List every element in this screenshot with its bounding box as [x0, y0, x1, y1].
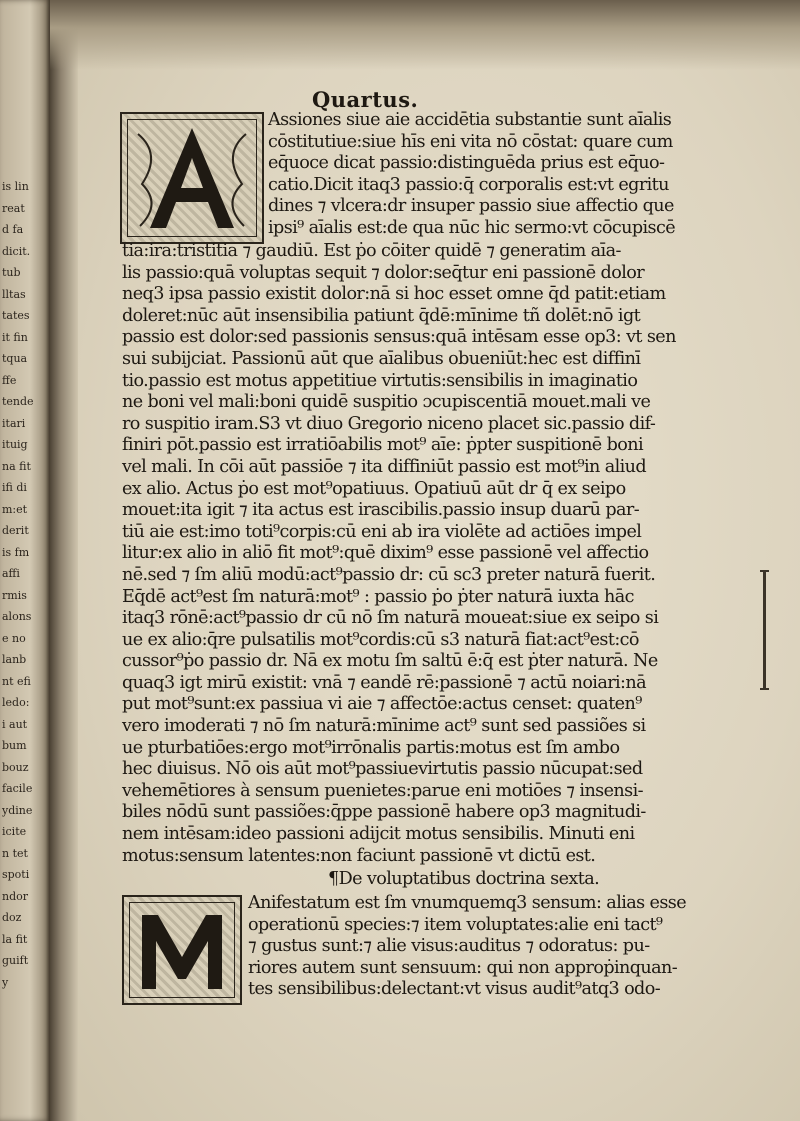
- text-line: eq̄uoce dicat passio:distinguēda prius est eq̄uo-: [268, 153, 665, 174]
- text-line: vel mali. In cōi aūt passiōe ⁊ ita diffiniūt passio est mot⁹in aliud: [122, 456, 647, 477]
- text-line: riores autem sunt sensuum: qui non approṗinquan-: [248, 957, 678, 978]
- text-line: tio.passio est motus appetitiue virtutis:sensibilis in imaginatio: [122, 370, 638, 391]
- text-line: ne boni vel mali:boni quidē suspitio ɔcupiscentiā mouet.mali ve: [122, 392, 651, 413]
- text-line: hec diuisus. Nō ois aūt mot⁹passiuevirtutis passio nūcupat:sed: [122, 759, 643, 780]
- text-line: put mot⁹sunt:ex passiua vi aie ⁊ affectōe:actus censet: quaten⁹: [122, 694, 642, 715]
- facing-page-fragment: tub: [2, 266, 21, 279]
- text-line: vehemētiores à sensum puenietes:parue eni motiōes ⁊ insensi-: [122, 780, 643, 801]
- facing-page-fragment: ydine: [2, 803, 33, 817]
- facing-page-fragment: ffe: [2, 373, 17, 387]
- facing-page-fragment: icite: [2, 825, 27, 838]
- facing-page-fragment: tende: [2, 395, 34, 408]
- text-line: cussor⁹ṗo passio dr. Nā ex motu ſm saltū ē:q̄ est ṗter naturā. Ne: [122, 651, 658, 672]
- facing-page-fragment: d fa: [2, 223, 24, 236]
- text-line: ue ex alio:q̄re pulsatilis mot⁹cordis:cū s3 naturā fiat:act⁹est:cō: [122, 629, 639, 650]
- text-line: finiri pōt.passio est irratiōabilis mot⁹ aīe: ṗpter suspitionē boni: [122, 435, 644, 456]
- page-heading: Quartus.: [312, 87, 419, 112]
- margin-bracket-bottom: [760, 688, 769, 690]
- facing-page-fragment: y: [2, 975, 9, 989]
- facing-page-fragment: rmis: [2, 588, 27, 602]
- initial-letter-a-icon: [122, 114, 262, 242]
- facing-page-fragment: dicit.: [2, 244, 31, 258]
- facing-page-fragment: derit: [2, 524, 29, 537]
- text-line: tes sensibilibus:delectant:vt visus audit⁹atq3 odo-: [248, 979, 661, 1000]
- text-line: ex alio. Actus ṗo est mot⁹opatiuus. Opatiuū aūt dr q̄ ex seipo: [122, 478, 626, 499]
- text-line: lis passio:quā voluptas sequit ⁊ dolor:seq̄tur eni passionē dolor: [122, 262, 645, 283]
- facing-page-fragment: doz: [2, 911, 22, 924]
- facing-page-fragment: i aut: [2, 717, 28, 731]
- decorated-initial-a: [120, 112, 264, 244]
- text-line: tia:ira:tristitia ⁊ gaudiū. Est ṗo cōiter quidē ⁊ generatim aīa-: [122, 241, 621, 261]
- text-line: ipsi⁹ aīalis est:de qua nūc hic sermo:vt cōcupiscē: [268, 217, 676, 238]
- text-line: Anifestatum est ſm vnumquemq3 sensum: alias esse: [248, 893, 687, 913]
- text-line: catio.Dicit itaq3 passio:q̄ corporalis est:vt egritu: [268, 174, 669, 195]
- facing-page-fragment: ituig: [2, 438, 28, 451]
- text-line: vero imoderati ⁊ nō ſm naturā:mīnime act⁹ sunt sed passiões si: [122, 716, 646, 737]
- facing-page-fragment: tates: [2, 309, 30, 322]
- top-edge-shadow: [50, 0, 800, 70]
- facing-page-fragment: spoti: [2, 868, 30, 881]
- text-line: quaq3 igt mirū existit: vnā ⁊ eandē rē:passionē ⁊ actū noiari:nā: [122, 672, 647, 693]
- text-line: Assiones siue aie accidētia substantie sunt aīalis: [268, 110, 672, 130]
- facing-page-fragment: is lin: [2, 180, 29, 193]
- text-line: dines ⁊ vlcera:dr insuper passio siue affectio que: [268, 196, 674, 217]
- first-paragraph-body: [122, 241, 676, 867]
- text-line: itaq3 rōnē:act⁹passio dr cū nō ſm naturā moueat:siue ex seipo si: [122, 608, 659, 629]
- subheading-text: De voluptatibus doctrina sexta.: [338, 869, 600, 889]
- facing-page-fragment: lltas: [2, 287, 26, 301]
- facing-page-fragment: ifi di: [2, 481, 27, 494]
- text-line: Eq̄dē act⁹est ſm naturā:mot⁹ : passio ṗo ṗter naturā iuxta hāc: [122, 586, 634, 607]
- facing-page-fragment: affi: [2, 567, 20, 580]
- facing-page-fragment: tqua: [2, 352, 28, 365]
- book-gutter: [50, 0, 78, 1121]
- facing-page-fragment: e no: [2, 631, 26, 645]
- text-line: passio est dolor:sed passionis sensus:quā intēsam esse op3: vt sen: [122, 327, 676, 348]
- facing-page-fragment: ndor: [2, 889, 29, 903]
- facing-page-fragment: bum: [2, 739, 27, 752]
- facing-page-fragment: guift: [2, 954, 29, 967]
- facing-page-fragment: m:et: [2, 502, 28, 516]
- facing-page-fragment: itari: [2, 416, 26, 430]
- text-line: nē.sed ⁊ ſm aliū modū:act⁹passio dr: cū sc3 preter naturā fuerit.: [122, 564, 656, 585]
- facing-page-fragment: nt efi: [2, 674, 31, 688]
- text-line: nem intēsam:ideo passioni adijcit motus sensibilis. Minuti eni: [122, 824, 635, 845]
- text-line: mouet:ita igit ⁊ ita actus est irascibilis.passio insup duarū par-: [122, 500, 640, 521]
- section-subheading: [328, 869, 599, 889]
- facing-page-fragment: n tet: [2, 846, 28, 860]
- facing-page-fragment: facile: [2, 782, 33, 795]
- text-line: operationū species:⁊ item voluptates:alie eni tact⁹: [248, 914, 663, 935]
- facing-page-fragment: ledo:: [2, 696, 30, 709]
- facing-page-fragment: reat: [2, 201, 25, 215]
- facing-page-edge: [0, 0, 50, 1121]
- paragraph-mark-icon: ¶: [328, 869, 339, 889]
- initial-letter-m-icon: [124, 897, 240, 1003]
- text-line: litur:ex alio in aliō fit mot⁹:quē dixim⁹ esse passionē vel affectio: [122, 543, 649, 564]
- text-line: biles nōdū sunt passiões:q̄ppe passionē habere op3 magnitudi-: [122, 802, 646, 823]
- facing-page-fragment: na fit: [2, 459, 31, 473]
- text-line: ro suspitio iram.S3 vt diuo Gregorio niceno placet sic.passio dif-: [122, 413, 656, 434]
- first-paragraph-indented: [268, 110, 675, 240]
- decorated-initial-m: [122, 895, 242, 1005]
- facing-page-fragment: alons: [2, 610, 32, 623]
- text-line: sui subijciat. Passionū aūt que aīalibus obueniūt:hec est diffinī: [122, 348, 641, 369]
- text-line: neq3 ipsa passio existit dolor:nā si hoc esset omne q̄d patit:etiam: [122, 284, 666, 305]
- second-paragraph-indented: [248, 893, 686, 1001]
- facing-page-fragment: it fin: [2, 330, 28, 344]
- text-line: cōstitutiue:siue hīs eni vita nō cōstat: quare cum: [268, 131, 673, 152]
- margin-bracket: [763, 570, 766, 690]
- facing-page-fragment: la fit: [2, 932, 28, 946]
- text-line: motus:sensum latentes:non faciunt passionē vt dictū est.: [122, 845, 596, 866]
- text-line: doleret:nūc aūt insensibilia patiunt q̄dē:mīnime tñ dolēt:nō igt: [122, 305, 641, 326]
- text-line: tiū aie est:imo toti⁹corpis:cū eni ab ira violēte ad actiōes impel: [122, 521, 642, 542]
- margin-bracket-top: [760, 570, 769, 572]
- text-line: ue pturbatiōes:ergo mot⁹irrōnalis partis:motus est ſm ambo: [122, 737, 620, 758]
- facing-page-fragment: bouz: [2, 760, 29, 774]
- facing-page-fragment: lanb: [2, 653, 27, 666]
- text-line: ⁊ gustus sunt:⁊ alie visus:auditus ⁊ odoratus: pu-: [248, 936, 650, 957]
- facing-page-fragment: is fm: [2, 545, 30, 559]
